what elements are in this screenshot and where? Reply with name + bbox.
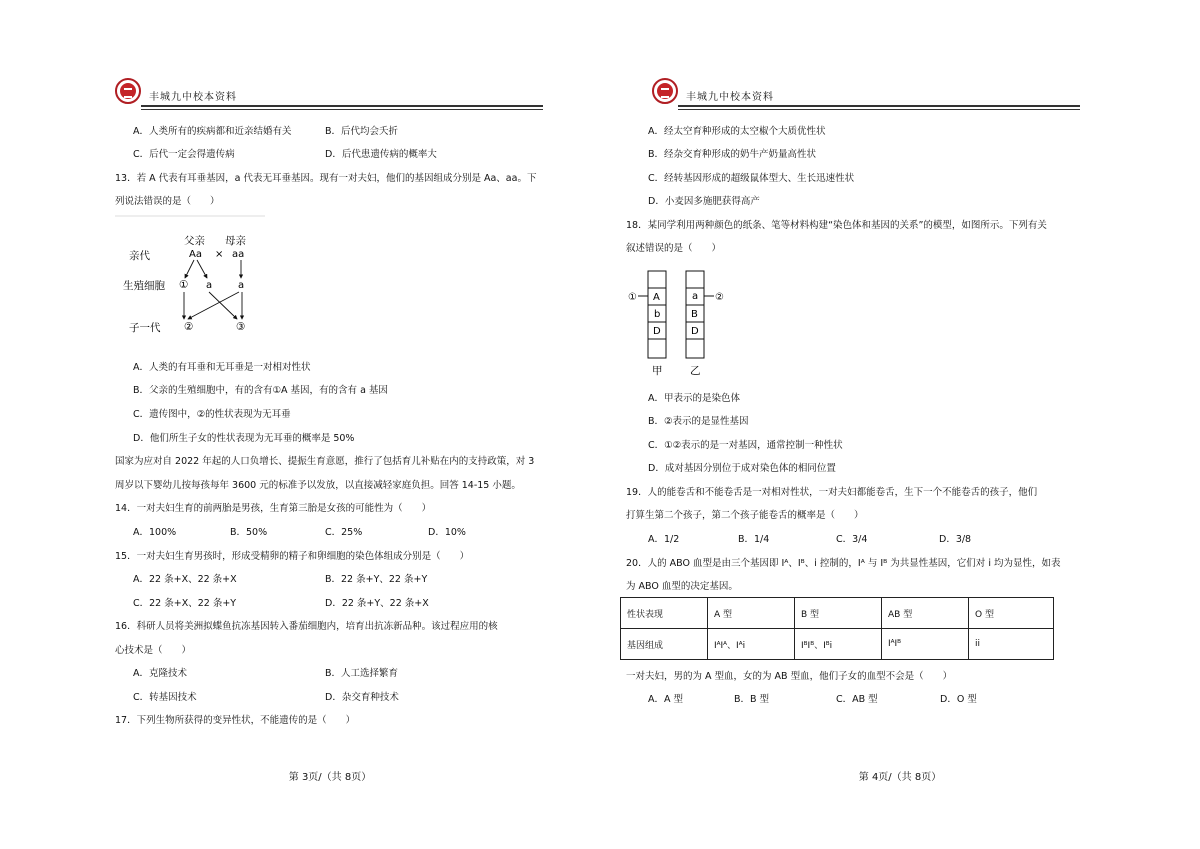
arrow	[197, 260, 207, 278]
q14-option-a: A．100%	[133, 527, 177, 538]
q18-stem-line2: 叙述错误的是（ ）	[626, 243, 722, 254]
row-child-label: 子一代	[129, 322, 161, 334]
q19-option-c: C．3/4	[836, 534, 868, 545]
q14-option-c: C．25%	[325, 527, 363, 538]
q18-option-a: A．甲表示的是染色体	[648, 393, 740, 404]
label-yi: 乙	[690, 365, 701, 377]
cross-sign: ×	[215, 249, 224, 260]
q17-option-d: D．小麦因多施肥获得高产	[648, 196, 760, 207]
q17-option-b: B．经杂交育种形成的奶牛产奶量高性状	[648, 149, 817, 160]
gene-yi-2: B	[691, 309, 698, 320]
q20-follow: 一对夫妇，男的为 A 型血，女的为 AB 型血，他们子女的血型不会是（ ）	[626, 671, 953, 682]
father-label: 父亲	[184, 235, 205, 247]
q20-option-a: A．A 型	[648, 694, 684, 705]
q13-option-a: A．人类的有耳垂和无耳垂是一对相对性状	[133, 362, 311, 373]
q14-option-b: B．50%	[230, 527, 268, 538]
school-logo-icon	[652, 78, 678, 104]
q16-option-c: C．转基因技术	[133, 692, 197, 703]
table-cell: IᴮIᴮ、Iᴮi	[795, 629, 882, 660]
q20-stem-line2: 为 ABO 血型的决定基因。	[626, 581, 738, 592]
q12-option-c: C．后代一定会得遗传病	[133, 149, 235, 160]
q17-stem: 17．下列生物所获得的变异性状，不能遗传的是（ ）	[115, 715, 356, 726]
q12-option-a: A．人类所有的疾病都和近亲结婚有关	[133, 126, 292, 137]
mother-genes: aa	[232, 249, 245, 260]
material-line1: 国家为应对自 2022 年起的人口负增长、提振生育意愿，推行了包括育儿补贴在内的支持政策，对 3	[115, 456, 535, 467]
mother-label: 母亲	[225, 235, 246, 247]
arrow	[185, 260, 194, 278]
gamete-3: a	[238, 280, 245, 291]
gamete-2: a	[206, 280, 213, 291]
chromosome-model-diagram	[626, 268, 746, 378]
q20-option-c: C．AB 型	[836, 694, 878, 705]
table-cell: 基因组成	[621, 629, 708, 660]
q12-option-d: D．后代患遗传病的概率大	[325, 149, 437, 160]
header-rule-thin	[141, 109, 543, 110]
school-name: 丰城九中校本资料	[149, 92, 237, 103]
q16-option-b: B．人工选择繁育	[325, 668, 399, 679]
child-3: ③	[236, 321, 246, 333]
q18-option-b: B．②表示的是显性基因	[648, 416, 749, 427]
table-cell: B 型	[795, 598, 882, 629]
table-cell: AB 型	[882, 598, 969, 629]
q19-option-a: A．1/2	[648, 534, 680, 545]
gene-yi-3: D	[691, 326, 699, 337]
q17-option-c: C．经转基因形成的超级鼠体型大、生长迅速性状	[648, 173, 855, 184]
page-4	[600, 0, 1200, 849]
header-rule-thin	[678, 109, 1080, 110]
child-2: ②	[184, 321, 194, 333]
table-cell: IᴬIᴬ、Iᴬi	[708, 629, 795, 660]
q20-stem-line1: 20．人的 ABO 血型是由三个基因即 Iᴬ、Iᴮ、i 控制的，Iᴬ 与 Iᴮ 为共显性基因，它们对 i 均为显性，如表	[626, 558, 1061, 569]
table-row	[621, 629, 1054, 660]
q15-stem: 15．一对夫妇生育男孩时，形成受精卵的精子和卵细胞的染色体组成分别是（ ）	[115, 551, 470, 562]
material-line2: 周岁以下婴幼儿按每孩每年 3600 元的标准予以发放，以直接减轻家庭负担。回答 14-15 小题。	[115, 480, 521, 491]
q18-option-c: C．①②表示的是一对基因，通常控制一种性状	[648, 440, 843, 451]
q19-option-d: D．3/8	[939, 534, 972, 545]
q17-option-a: A．经太空育种形成的太空椒个大质优性状	[648, 126, 826, 137]
row-parent-label: 亲代	[129, 250, 150, 262]
q16-option-a: A．克隆技术	[133, 668, 187, 679]
row-gamete-label: 生殖细胞	[123, 280, 165, 292]
table-cell: IᴬIᴮ	[882, 629, 969, 660]
q20-option-b: B．B 型	[734, 694, 770, 705]
page-header	[115, 78, 545, 108]
header-rule	[141, 105, 543, 107]
q12-option-b: B．后代均会夭折	[325, 126, 399, 137]
gene-yi-1: a	[692, 291, 699, 302]
page-footer: 第 4页/（共 8页）	[858, 772, 942, 783]
table-header-row	[621, 598, 1054, 629]
q18-option-d: D．成对基因分别位于成对染色体的相同位置	[648, 463, 836, 474]
label-1: ①	[628, 292, 637, 303]
q19-stem-line2: 打算生第二个孩子，第二个孩子能卷舌的概率是（ ）	[626, 510, 864, 521]
page-header	[652, 78, 1082, 108]
q18-stem-line1: 18．某同学利用两种颜色的纸条、笔等材料构建“染色体和基因的关系”的模型，如图所示。下列有关	[626, 220, 1047, 231]
q19-stem-line1: 19．人的能卷舌和不能卷舌是一对相对性状，一对夫妇都能卷舌，生下一个不能卷舌的孩子，他们	[626, 487, 1038, 498]
label-2: ②	[715, 292, 724, 303]
q13-option-b: B．父亲的生殖细胞中，有的含有①A 基因，有的含有 a 基因	[133, 385, 388, 396]
q15-option-a: A．22 条+X、22 条+X	[133, 574, 237, 585]
q16-option-d: D．杂交育种技术	[325, 692, 399, 703]
q13-option-c: C．遗传图中，②的性状表现为无耳垂	[133, 409, 291, 420]
q20-option-d: D．O 型	[940, 694, 977, 705]
gamete-1: ①	[179, 279, 189, 291]
father-genes: Aa	[189, 249, 202, 260]
q15-option-d: D．22 条+Y、22 条+X	[325, 598, 429, 609]
school-name: 丰城九中校本资料	[686, 92, 774, 103]
table-cell: 性状表现	[621, 598, 708, 629]
q13-option-d: D．他们所生子女的性状表现为无耳垂的概率是 50%	[133, 433, 355, 444]
table-cell: A 型	[708, 598, 795, 629]
header-rule	[678, 105, 1080, 107]
page-footer: 第 3页/（共 8页）	[288, 772, 372, 783]
blood-type-table	[620, 597, 1054, 660]
q13-stem-line2: 列说法错误的是（ ）	[115, 196, 220, 207]
gene-jia-3: D	[653, 326, 661, 337]
gene-jia-2: b	[654, 309, 661, 320]
q16-stem-line2: 心技术是（ ）	[115, 645, 192, 656]
table-cell: O 型	[969, 598, 1054, 629]
q19-option-b: B．1/4	[738, 534, 770, 545]
q13-stem-line1: 13．若 A 代表有耳垂基因，a 代表无耳垂基因。现有一对夫妇，他们的基因组成分别是 Aa、aa。下	[115, 173, 537, 184]
q14-option-d: D．10%	[428, 527, 466, 538]
q15-option-b: B．22 条+Y、22 条+Y	[325, 574, 428, 585]
q14-stem: 14．一对夫妇生育的前两胎是男孩，生育第三胎是女孩的可能性为（ ）	[115, 503, 432, 514]
table-cell: ii	[969, 629, 1054, 660]
label-jia: 甲	[652, 365, 663, 377]
heredity-diagram	[115, 212, 265, 342]
q16-stem-line1: 16．科研人员将美洲拟蝶鱼抗冻基因转入番茄细胞内，培育出抗冻新品种。该过程应用的核	[115, 621, 498, 632]
q15-option-c: C．22 条+X、22 条+Y	[133, 598, 237, 609]
school-logo-icon	[115, 78, 141, 104]
gene-jia-1: A	[653, 292, 660, 303]
